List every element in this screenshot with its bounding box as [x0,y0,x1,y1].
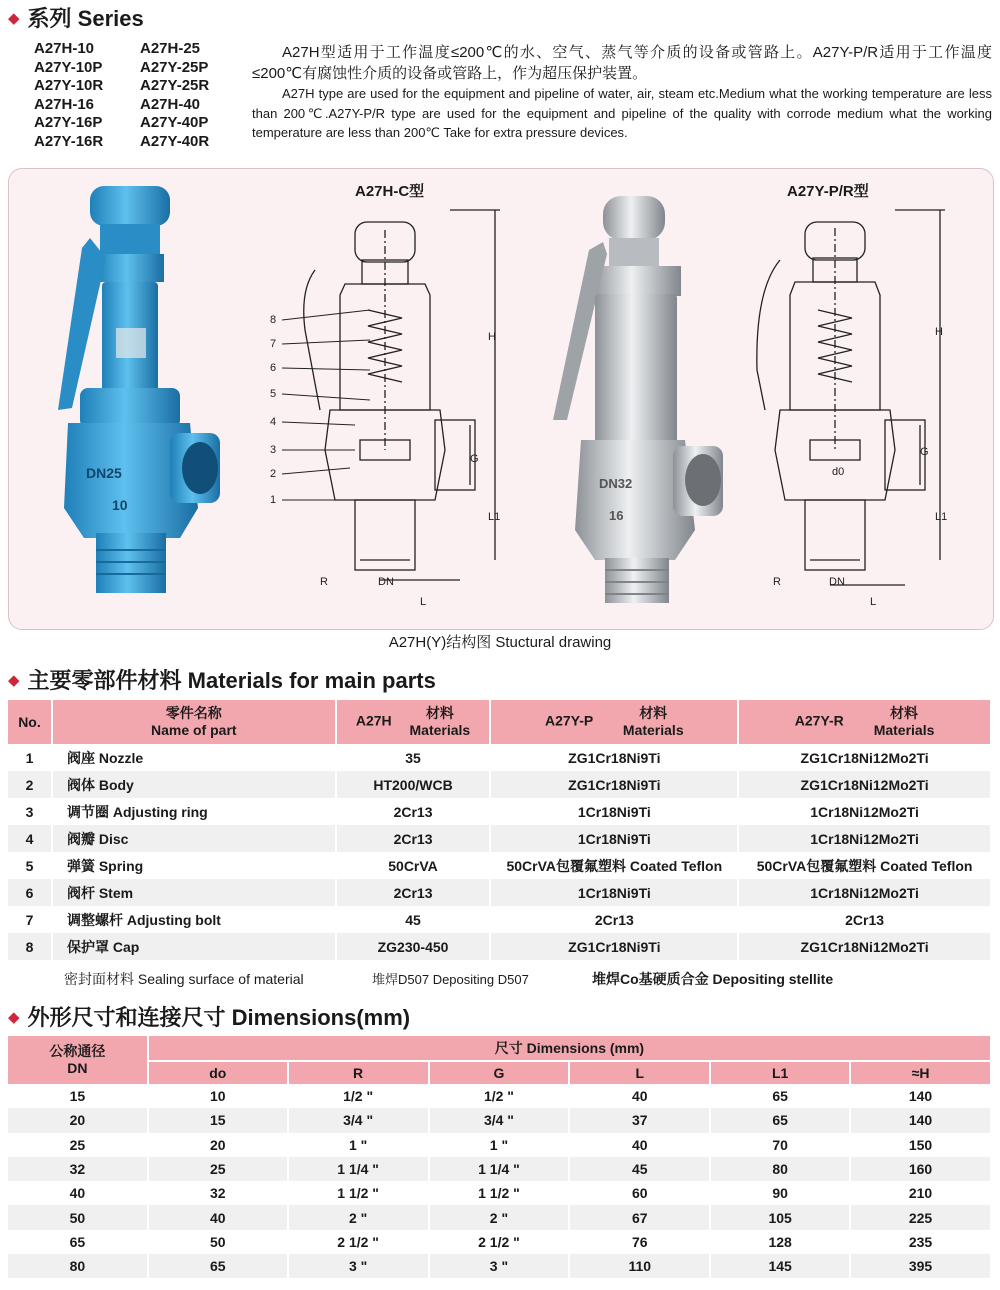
model-label: A27Y-40R [140,132,210,150]
h-value: 160 [850,1157,991,1181]
part-number-label: 8 [270,314,277,326]
r-value: 3/4 " [288,1108,429,1132]
a27yp-material: ZG1Cr18Ni9Ti [490,771,738,798]
r-value: 3 " [288,1254,429,1278]
l-value: 67 [569,1205,710,1229]
a27yr-material: ZG1Cr18Ni12Mo2Ti [738,771,991,798]
drawing-shape [603,196,665,240]
series-title-text: 系列 Series [27,6,144,31]
header-materials-en: Materials [873,722,935,738]
dim-dn-label: DN [829,576,845,588]
h-value: 225 [850,1205,991,1229]
drawing-shape [595,294,677,444]
material-row [8,879,991,906]
g-value: 1 1/2 " [429,1181,570,1205]
steel-valve-dn-mark: DN32 [599,476,633,491]
materials-title-text: 主要零部件材料 Materials for main parts [27,668,436,693]
header-a27h [336,700,491,744]
header-part-en: Name of part [150,722,237,738]
material-row [8,771,991,798]
dim-h-label: H [935,326,943,338]
do-value: 32 [148,1181,288,1205]
header-a27yp [490,700,738,744]
drawing-shape [116,328,146,358]
l1-value: 128 [710,1230,850,1254]
diamond-bullet-icon: ◆ [8,1008,20,1026]
r-value: 1/2 " [288,1084,429,1108]
material-row [8,798,991,825]
drawing-shape [304,270,320,410]
drawing-shape [685,454,721,506]
h-value: 210 [850,1181,991,1205]
drawing-shape [368,310,402,382]
l-value: 45 [569,1157,710,1181]
do-value: 25 [148,1157,288,1181]
dimension-row [8,1084,991,1108]
a27yr-material: 50CrVA包覆氟塑料 Coated Teflon [738,852,991,879]
part-name: 调整螺杆 Adjusting bolt [52,906,336,933]
do-value: 15 [148,1108,288,1132]
h-value: 140 [850,1108,991,1132]
dim-h-label: H [488,331,496,343]
l-value: 60 [569,1181,710,1205]
a27yp-material: 1Cr18Ni9Ti [490,879,738,906]
dim-dn-label: DN [378,576,394,588]
header-materials-cn: 材料 [890,705,919,721]
row-number: 1 [8,744,52,771]
part-name: 阀瓣 Disc [52,825,336,852]
materials-header-row [8,700,991,744]
a27h-material: 45 [336,906,491,933]
model-label: A27Y-25P [140,58,209,76]
r-value: 1 1/4 " [288,1157,429,1181]
model-label: A27Y-16P [34,114,103,131]
l1-value: 65 [710,1108,850,1132]
dimensions-table-body [8,1084,991,1278]
part-number-label: 7 [270,338,277,350]
do-value: 65 [148,1254,288,1278]
dn-value: 50 [8,1205,148,1229]
header-materials-en: Materials [622,722,684,738]
materials-table [8,700,992,960]
g-value: 1 " [429,1133,570,1157]
dimension-row [8,1254,991,1278]
drawing-shape [100,224,160,254]
part-name: 保护罩 Cap [52,933,336,960]
model-label: A27H-25 [140,40,201,57]
g-value: 1 1/4 " [429,1157,570,1181]
a27yp-material: ZG1Cr18Ni9Ti [490,933,738,960]
diamond-bullet-icon: ◆ [8,671,20,689]
dimensions-section-title [8,1001,410,1032]
l1-value: 105 [710,1205,850,1229]
header-dn [8,1036,148,1084]
header-materials-cn: 材料 [639,705,668,721]
material-row [8,906,991,933]
header-dimensions-group: 尺寸 Dimensions (mm) [148,1036,991,1061]
drawing-shape [435,420,475,490]
row-number: 8 [8,933,52,960]
series-intro [252,42,992,143]
row-number: 7 [8,906,52,933]
row-number: 5 [8,852,52,879]
header-part [52,700,336,744]
a27h-material: 35 [336,744,491,771]
g-value: 2 1/2 " [429,1230,570,1254]
part-name: 调节圈 Adjusting ring [52,798,336,825]
part-number-label: 5 [270,388,277,400]
h-value: 140 [850,1084,991,1108]
dn-value: 25 [8,1133,148,1157]
a27yr-material: 1Cr18Ni12Mo2Ti [738,825,991,852]
materials-section-title [8,664,436,695]
part-name: 阀体 Body [52,771,336,798]
model-label: A27H-40 [140,95,201,113]
dimensions-table [8,1036,992,1278]
drawing-shape [282,394,370,400]
drawing-shape [591,266,681,296]
a27h-material: 2Cr13 [336,825,491,852]
dn-value: 15 [8,1084,148,1108]
header-h: ≈H [850,1061,991,1084]
dim-l-label: L [870,596,877,608]
material-row [8,933,991,960]
header-materials-en: Materials [409,722,471,738]
a27h-material: 2Cr13 [336,798,491,825]
l1-value: 65 [710,1084,850,1108]
part-number-label: 2 [270,468,277,480]
dimension-row [8,1108,991,1132]
drawing-shape [605,558,669,603]
drawing-shape [182,442,218,494]
dimension-row [8,1205,991,1229]
drawing-caption: A27H(Y)结构图 Stuctural drawing [388,634,612,651]
header-a27yp-model: A27Y-P [545,712,594,729]
a27h-material: HT200/WCB [336,771,491,798]
dim-l-label: L [420,596,427,608]
header-dn-cn: 公称通径 [49,1043,106,1059]
a27yp-material: 1Cr18Ni9Ti [490,825,738,852]
row-number: 2 [8,771,52,798]
dimensions-subheader-row [8,1061,991,1084]
model-label: A27Y-16R [34,132,104,150]
part-name: 阀座 Nozzle [52,744,336,771]
row-number: 4 [8,825,52,852]
dim-g-label: G [470,453,479,465]
l1-value: 90 [710,1181,850,1205]
materials-table-body [8,744,991,960]
dimension-row [8,1157,991,1181]
do-value: 20 [148,1133,288,1157]
h-value: 235 [850,1230,991,1254]
h-value: 150 [850,1133,991,1157]
drawing-label-a27y: A27Y-P/R型 [787,183,869,200]
a27yr-material: ZG1Cr18Ni12Mo2Ti [738,744,991,771]
l1-value: 145 [710,1254,850,1278]
dimensions-header-row [8,1036,991,1061]
h-value: 395 [850,1254,991,1278]
sealing-h-value: 堆焊D507 Depositing D507 [372,972,529,987]
g-value: 2 " [429,1205,570,1229]
do-value: 10 [148,1084,288,1108]
material-row [8,744,991,771]
drawing-shape [282,422,355,425]
dn-value: 40 [8,1181,148,1205]
dim-r-label: R [773,576,781,588]
header-dn-en: DN [67,1060,88,1076]
l1-value: 70 [710,1133,850,1157]
sealing-pr-value: 堆焊Co基硬质合金 Depositing stellite [592,971,834,987]
a27yr-material: 2Cr13 [738,906,991,933]
a27h-material: 2Cr13 [336,879,491,906]
a27yp-material: 1Cr18Ni9Ti [490,798,738,825]
model-label: A27H-10 [34,40,95,57]
drawing-shape [282,310,370,320]
header-do: do [148,1061,288,1084]
model-label: A27Y-40P [140,114,209,131]
g-value: 1/2 " [429,1084,570,1108]
drawing-shape [885,420,925,490]
material-row [8,825,991,852]
row-number: 3 [8,798,52,825]
part-number-label: 1 [270,494,277,506]
drawing-shape [90,186,170,226]
header-no: No. [8,700,52,744]
drawing-shape [282,368,370,370]
dim-r-label: R [320,576,328,588]
drawing-shape [609,238,659,268]
l-value: 40 [569,1084,710,1108]
a27yr-material: 1Cr18Ni12Mo2Ti [738,879,991,906]
series-section-title [8,2,144,33]
a27yp-material: 2Cr13 [490,906,738,933]
model-label: A27Y-10R [34,77,104,94]
drawing-shape [304,210,500,580]
g-value: 3 " [429,1254,570,1278]
a27y-section-drawing [745,200,975,615]
l-value: 110 [569,1254,710,1278]
model-label: A27Y-10P [34,58,103,76]
header-materials-cn: 材料 [425,705,454,721]
a27h-material: ZG230-450 [336,933,491,960]
diamond-bullet-icon: ◆ [8,9,20,27]
r-value: 1 " [288,1133,429,1157]
drawing-shape [80,388,180,428]
r-value: 1 1/2 " [288,1181,429,1205]
part-number-label: 3 [270,444,277,456]
model-label: A27Y-25R [140,77,210,94]
header-r: R [288,1061,429,1084]
l1-value: 80 [710,1157,850,1181]
a27yp-material: 50CrVA包覆氟塑料 Coated Teflon [490,852,738,879]
a27h-material: 50CrVA [336,852,491,879]
a27yp-material: ZG1Cr18Ni9Ti [490,744,738,771]
drawing-shape [757,210,948,585]
intro-chinese: A27H型适用于工作温度≤200℃的水、空气、蒸气等介质的设备或管路上。A27Y-P/R适用于工作温度≤200℃有腐蚀性介质的设备或管路上，作为超压保护装置。 [252,44,992,82]
dim-l1-label: L1 [488,511,501,523]
l-value: 40 [569,1133,710,1157]
l-value: 37 [569,1108,710,1132]
drawing-shape [757,260,780,410]
steel-valve-photo [545,190,735,610]
header-part-cn: 零件名称 [165,705,222,721]
series-model-list [34,40,230,151]
dimension-row [8,1230,991,1254]
header-a27yr-model: A27Y-R [794,712,844,729]
drawing-shape [773,326,947,608]
do-value: 40 [148,1205,288,1229]
dim-d0-label: d0 [832,466,845,478]
dimension-row [8,1133,991,1157]
dn-value: 65 [8,1230,148,1254]
part-number-label: 4 [270,416,277,428]
dn-value: 80 [8,1254,148,1278]
dim-g-label: G [920,446,929,458]
valve-dn-mark: DN25 [86,465,122,481]
header-l1: L1 [710,1061,850,1084]
blue-valve-photo [20,178,240,618]
dimension-row [8,1181,991,1205]
do-value: 50 [148,1230,288,1254]
row-number: 6 [8,879,52,906]
a27yr-material: 1Cr18Ni12Mo2Ti [738,798,991,825]
r-value: 2 1/2 " [288,1230,429,1254]
r-value: 2 " [288,1205,429,1229]
drawing-shape [282,340,370,344]
model-label: A27H-16 [34,95,95,113]
a27yr-material: ZG1Cr18Ni12Mo2Ti [738,933,991,960]
header-a27yr [738,700,991,744]
l-value: 76 [569,1230,710,1254]
intro-english: A27H type are used for the equipment and pipeline of water, air, steam etc.Medium what the working temperature are less than 200℃.A27Y-P/R type are used for the equipment and pipeline of the quality with corrode medium what the working temperature are less than 200℃ Take for extra pressure devices. [252,86,992,140]
header-l: L [569,1061,710,1084]
drawing-shape [282,468,350,474]
dimensions-title-text: 外形尺寸和连接尺寸 Dimensions(mm) [27,1005,411,1030]
part-name: 弹簧 Spring [52,852,336,879]
drawing-label-a27h: A27H-C型 [355,183,425,200]
material-row [8,852,991,879]
drawing-shape [96,254,164,282]
dn-value: 20 [8,1108,148,1132]
header-a27h-model: A27H [355,712,392,729]
g-value: 3/4 " [429,1108,570,1132]
steel-valve-pn-mark: 16 [609,508,624,523]
valve-pn-mark: 10 [112,497,128,513]
part-number-label: 6 [270,362,277,374]
drawing-shape [58,238,106,410]
dn-value: 32 [8,1157,148,1181]
header-g: G [429,1061,570,1084]
a27h-section-drawing [260,200,520,615]
part-name: 阀杆 Stem [52,879,336,906]
sealing-label: 密封面材料 Sealing surface of material [64,971,304,987]
dim-l1-label: L1 [935,511,948,523]
